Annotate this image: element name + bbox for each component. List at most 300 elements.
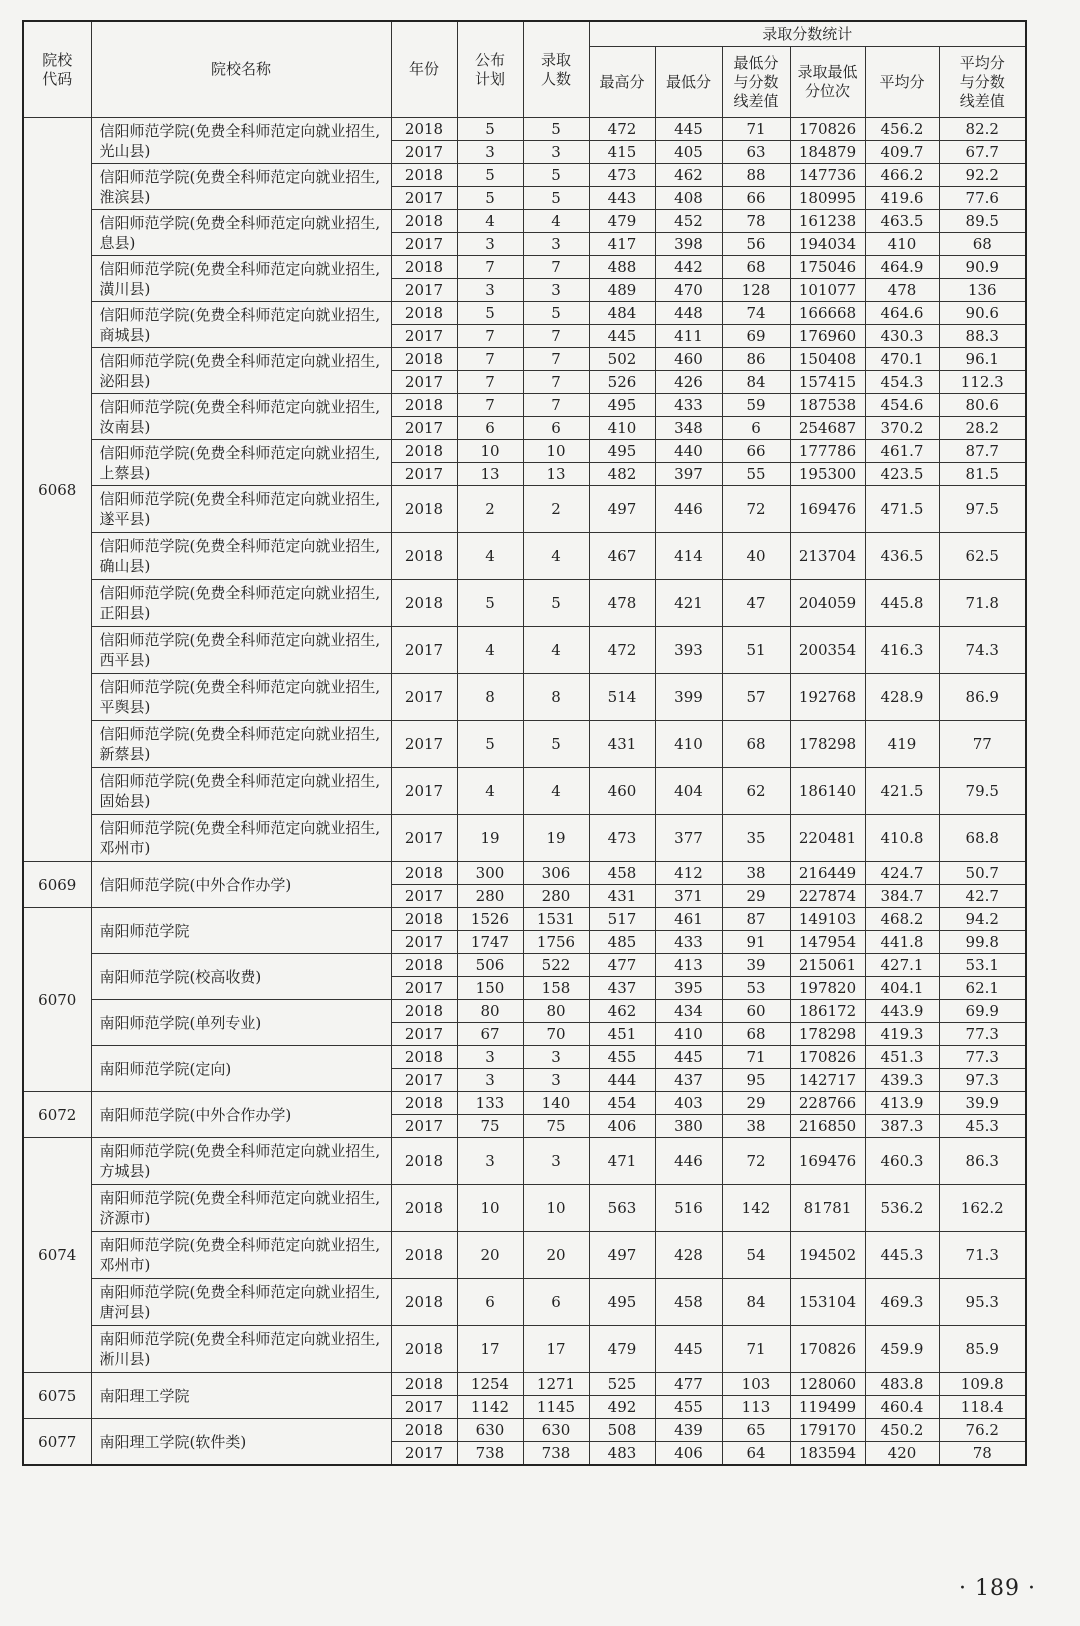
year-cell: 2017 [391,233,457,256]
lowest-diff-cell: 51 [722,627,790,674]
admitted-cell: 5 [523,580,589,627]
lowest-cell: 445 [655,118,722,141]
average-diff-cell: 82.2 [939,118,1026,141]
year-cell: 2017 [391,1023,457,1046]
lowest-cell: 380 [655,1115,722,1138]
year-cell: 2017 [391,1115,457,1138]
year-cell: 2017 [391,674,457,721]
average-cell: 456.2 [865,118,939,141]
table-row [23,1373,1026,1396]
admitted-cell: 5 [523,164,589,187]
plan-cell: 7 [457,325,523,348]
highest-cell: 514 [589,674,655,721]
plan-cell: 17 [457,1326,523,1373]
average-diff-cell: 77.3 [939,1046,1026,1069]
admitted-cell: 4 [523,210,589,233]
highest-cell: 497 [589,486,655,533]
table-row [23,256,1026,279]
admitted-cell: 7 [523,371,589,394]
school-name-cell: 信阳师范学院(免费全科师范定向就业招生,西平县) [91,627,391,674]
header-average-diff: 平均分 与分数 线差值 [939,47,1026,118]
plan-cell: 7 [457,256,523,279]
admitted-cell: 1531 [523,908,589,931]
highest-cell: 472 [589,627,655,674]
table-row [23,1138,1026,1185]
lowest-cell: 410 [655,1023,722,1046]
min-rank-cell: 194034 [790,233,865,256]
lowest-cell: 460 [655,348,722,371]
lowest-diff-cell: 91 [722,931,790,954]
highest-cell: 479 [589,1326,655,1373]
school-code-cell: 6075 [23,1373,91,1419]
plan-cell: 133 [457,1092,523,1115]
lowest-cell: 399 [655,674,722,721]
plan-cell: 506 [457,954,523,977]
table-row [23,815,1026,862]
highest-cell: 462 [589,1000,655,1023]
average-cell: 470.1 [865,348,939,371]
admitted-cell: 5 [523,118,589,141]
highest-cell: 502 [589,348,655,371]
plan-cell: 8 [457,674,523,721]
table-row [23,721,1026,768]
highest-cell: 483 [589,1442,655,1466]
admitted-cell: 7 [523,256,589,279]
plan-cell: 6 [457,417,523,440]
admitted-cell: 8 [523,674,589,721]
lowest-diff-cell: 55 [722,463,790,486]
highest-cell: 417 [589,233,655,256]
school-name-cell: 南阳师范学院(免费全科师范定向就业招生,淅川县) [91,1326,391,1373]
min-rank-cell: 170826 [790,1046,865,1069]
highest-cell: 525 [589,1373,655,1396]
year-cell: 2018 [391,1419,457,1442]
plan-cell: 300 [457,862,523,885]
average-cell: 463.5 [865,210,939,233]
lowest-cell: 446 [655,486,722,533]
average-cell: 387.3 [865,1115,939,1138]
admitted-cell: 306 [523,862,589,885]
admitted-cell: 4 [523,627,589,674]
highest-cell: 410 [589,417,655,440]
average-diff-cell: 109.8 [939,1373,1026,1396]
lowest-diff-cell: 74 [722,302,790,325]
school-name-cell: 信阳师范学院(免费全科师范定向就业招生,遂平县) [91,486,391,533]
year-cell: 2017 [391,627,457,674]
school-code-cell: 6077 [23,1419,91,1466]
min-rank-cell: 157415 [790,371,865,394]
highest-cell: 492 [589,1396,655,1419]
admitted-cell: 2 [523,486,589,533]
lowest-cell: 411 [655,325,722,348]
average-diff-cell: 77 [939,721,1026,768]
lowest-cell: 397 [655,463,722,486]
lowest-cell: 410 [655,721,722,768]
school-name-cell: 信阳师范学院(免费全科师范定向就业招生,固始县) [91,768,391,815]
table-row [23,1419,1026,1442]
admitted-cell: 3 [523,1138,589,1185]
admitted-cell: 4 [523,533,589,580]
year-cell: 2018 [391,1326,457,1373]
admitted-cell: 20 [523,1232,589,1279]
lowest-diff-cell: 59 [722,394,790,417]
lowest-cell: 403 [655,1092,722,1115]
plan-cell: 13 [457,463,523,486]
highest-cell: 460 [589,768,655,815]
table-body [23,118,1026,1466]
lowest-cell: 412 [655,862,722,885]
lowest-cell: 414 [655,533,722,580]
average-cell: 461.7 [865,440,939,463]
year-cell: 2017 [391,768,457,815]
table-row [23,954,1026,977]
average-diff-cell: 92.2 [939,164,1026,187]
highest-cell: 472 [589,118,655,141]
lowest-cell: 405 [655,141,722,164]
school-name-cell: 南阳师范学院(单列专业) [91,1000,391,1046]
school-name-cell: 南阳师范学院 [91,908,391,954]
lowest-cell: 404 [655,768,722,815]
lowest-diff-cell: 6 [722,417,790,440]
header-highest: 最高分 [589,47,655,118]
school-name-cell: 信阳师范学院(免费全科师范定向就业招生,潢川县) [91,256,391,302]
highest-cell: 437 [589,977,655,1000]
lowest-cell: 413 [655,954,722,977]
school-name-cell: 信阳师范学院(免费全科师范定向就业招生,淮滨县) [91,164,391,210]
admitted-cell: 80 [523,1000,589,1023]
plan-cell: 630 [457,1419,523,1442]
plan-cell: 4 [457,627,523,674]
admitted-cell: 75 [523,1115,589,1138]
school-name-cell: 南阳师范学院(中外合作办学) [91,1092,391,1138]
highest-cell: 431 [589,721,655,768]
year-cell: 2018 [391,862,457,885]
lowest-diff-cell: 84 [722,371,790,394]
highest-cell: 485 [589,931,655,954]
average-cell: 460.3 [865,1138,939,1185]
year-cell: 2018 [391,394,457,417]
admitted-cell: 6 [523,1279,589,1326]
header-lowest: 最低分 [655,47,722,118]
highest-cell: 467 [589,533,655,580]
average-cell: 410 [865,233,939,256]
school-name-cell: 信阳师范学院(免费全科师范定向就业招生,商城县) [91,302,391,348]
table-row [23,348,1026,371]
lowest-diff-cell: 88 [722,164,790,187]
min-rank-cell: 150408 [790,348,865,371]
highest-cell: 517 [589,908,655,931]
year-cell: 2017 [391,931,457,954]
lowest-cell: 445 [655,1326,722,1373]
table-row [23,1232,1026,1279]
average-diff-cell: 69.9 [939,1000,1026,1023]
average-cell: 436.5 [865,533,939,580]
highest-cell: 484 [589,302,655,325]
lowest-cell: 452 [655,210,722,233]
highest-cell: 454 [589,1092,655,1115]
average-diff-cell: 68 [939,233,1026,256]
highest-cell: 563 [589,1185,655,1232]
school-code-cell: 6070 [23,908,91,1092]
highest-cell: 479 [589,210,655,233]
average-diff-cell: 80.6 [939,394,1026,417]
year-cell: 2018 [391,486,457,533]
school-name-cell: 信阳师范学院(中外合作办学) [91,862,391,908]
school-name-cell: 南阳理工学院(软件类) [91,1419,391,1466]
average-diff-cell: 50.7 [939,862,1026,885]
lowest-cell: 446 [655,1138,722,1185]
average-cell: 439.3 [865,1069,939,1092]
admitted-cell: 1271 [523,1373,589,1396]
plan-cell: 7 [457,394,523,417]
lowest-diff-cell: 103 [722,1373,790,1396]
min-rank-cell: 81781 [790,1185,865,1232]
min-rank-cell: 186140 [790,768,865,815]
year-cell: 2017 [391,721,457,768]
school-name-cell: 南阳师范学院(免费全科师范定向就业招生,唐河县) [91,1279,391,1326]
admitted-cell: 3 [523,233,589,256]
min-rank-cell: 220481 [790,815,865,862]
year-cell: 2018 [391,908,457,931]
year-cell: 2017 [391,977,457,1000]
lowest-cell: 428 [655,1232,722,1279]
year-cell: 2018 [391,580,457,627]
min-rank-cell: 184879 [790,141,865,164]
year-cell: 2017 [391,325,457,348]
table-row [23,302,1026,325]
average-cell: 454.3 [865,371,939,394]
average-diff-cell: 90.6 [939,302,1026,325]
plan-cell: 3 [457,233,523,256]
year-cell: 2018 [391,118,457,141]
admitted-cell: 19 [523,815,589,862]
average-diff-cell: 87.7 [939,440,1026,463]
school-name-cell: 南阳师范学院(免费全科师范定向就业招生,方城县) [91,1138,391,1185]
year-cell: 2018 [391,954,457,977]
year-cell: 2017 [391,815,457,862]
table-row [23,627,1026,674]
lowest-diff-cell: 72 [722,486,790,533]
lowest-cell: 434 [655,1000,722,1023]
table-row [23,533,1026,580]
school-name-cell: 信阳师范学院(免费全科师范定向就业招生,上蔡县) [91,440,391,486]
min-rank-cell: 178298 [790,721,865,768]
table-row [23,580,1026,627]
average-diff-cell: 99.8 [939,931,1026,954]
average-cell: 464.9 [865,256,939,279]
lowest-diff-cell: 29 [722,1092,790,1115]
plan-cell: 6 [457,1279,523,1326]
min-rank-cell: 169476 [790,1138,865,1185]
lowest-diff-cell: 87 [722,908,790,931]
average-diff-cell: 118.4 [939,1396,1026,1419]
admitted-cell: 10 [523,1185,589,1232]
lowest-diff-cell: 38 [722,1115,790,1138]
lowest-diff-cell: 40 [722,533,790,580]
school-name-cell: 南阳师范学院(校高收费) [91,954,391,1000]
admitted-cell: 3 [523,279,589,302]
admitted-cell: 738 [523,1442,589,1466]
plan-cell: 3 [457,1046,523,1069]
lowest-cell: 426 [655,371,722,394]
plan-cell: 1254 [457,1373,523,1396]
highest-cell: 497 [589,1232,655,1279]
lowest-cell: 377 [655,815,722,862]
highest-cell: 495 [589,394,655,417]
lowest-diff-cell: 86 [722,348,790,371]
average-cell: 443.9 [865,1000,939,1023]
min-rank-cell: 204059 [790,580,865,627]
plan-cell: 3 [457,1069,523,1092]
average-cell: 428.9 [865,674,939,721]
admitted-cell: 6 [523,417,589,440]
lowest-diff-cell: 78 [722,210,790,233]
highest-cell: 495 [589,440,655,463]
min-rank-cell: 195300 [790,463,865,486]
average-diff-cell: 81.5 [939,463,1026,486]
lowest-diff-cell: 54 [722,1232,790,1279]
table-row [23,486,1026,533]
year-cell: 2018 [391,164,457,187]
highest-cell: 482 [589,463,655,486]
plan-cell: 67 [457,1023,523,1046]
min-rank-cell: 192768 [790,674,865,721]
year-cell: 2018 [391,1373,457,1396]
header-school-name: 院校名称 [91,21,391,118]
lowest-diff-cell: 56 [722,233,790,256]
lowest-cell: 408 [655,187,722,210]
min-rank-cell: 228766 [790,1092,865,1115]
min-rank-cell: 200354 [790,627,865,674]
average-cell: 410.8 [865,815,939,862]
average-diff-cell: 97.5 [939,486,1026,533]
plan-cell: 1526 [457,908,523,931]
admitted-cell: 1145 [523,1396,589,1419]
average-diff-cell: 76.2 [939,1419,1026,1442]
table-row [23,394,1026,417]
admitted-cell: 7 [523,325,589,348]
average-cell: 384.7 [865,885,939,908]
lowest-cell: 462 [655,164,722,187]
plan-cell: 5 [457,721,523,768]
min-rank-cell: 147954 [790,931,865,954]
year-cell: 2018 [391,1185,457,1232]
average-cell: 416.3 [865,627,939,674]
average-cell: 430.3 [865,325,939,348]
average-diff-cell: 28.2 [939,417,1026,440]
lowest-cell: 371 [655,885,722,908]
lowest-cell: 440 [655,440,722,463]
plan-cell: 10 [457,1185,523,1232]
min-rank-cell: 197820 [790,977,865,1000]
min-rank-cell: 149103 [790,908,865,931]
admitted-cell: 158 [523,977,589,1000]
min-rank-cell: 215061 [790,954,865,977]
highest-cell: 451 [589,1023,655,1046]
average-diff-cell: 86.3 [939,1138,1026,1185]
lowest-cell: 398 [655,233,722,256]
lowest-diff-cell: 29 [722,885,790,908]
year-cell: 2018 [391,348,457,371]
average-cell: 370.2 [865,417,939,440]
admitted-cell: 3 [523,141,589,164]
year-cell: 2017 [391,417,457,440]
admitted-cell: 7 [523,394,589,417]
min-rank-cell: 216449 [790,862,865,885]
admitted-cell: 5 [523,187,589,210]
average-cell: 450.2 [865,1419,939,1442]
table-row [23,768,1026,815]
plan-cell: 5 [457,302,523,325]
admitted-cell: 140 [523,1092,589,1115]
year-cell: 2017 [391,141,457,164]
lowest-diff-cell: 53 [722,977,790,1000]
school-name-cell: 信阳师范学院(免费全科师范定向就业招生,新蔡县) [91,721,391,768]
highest-cell: 458 [589,862,655,885]
average-diff-cell: 74.3 [939,627,1026,674]
average-cell: 469.3 [865,1279,939,1326]
plan-cell: 19 [457,815,523,862]
average-diff-cell: 89.5 [939,210,1026,233]
school-name-cell: 信阳师范学院(免费全科师范定向就业招生,确山县) [91,533,391,580]
average-diff-cell: 62.5 [939,533,1026,580]
lowest-diff-cell: 71 [722,118,790,141]
year-cell: 2018 [391,1000,457,1023]
table-row [23,118,1026,141]
highest-cell: 508 [589,1419,655,1442]
header-min-rank: 录取最低 分位次 [790,47,865,118]
admitted-cell: 70 [523,1023,589,1046]
lowest-diff-cell: 72 [722,1138,790,1185]
average-diff-cell: 62.1 [939,977,1026,1000]
average-diff-cell: 53.1 [939,954,1026,977]
lowest-cell: 516 [655,1185,722,1232]
year-cell: 2017 [391,463,457,486]
highest-cell: 489 [589,279,655,302]
plan-cell: 5 [457,118,523,141]
plan-cell: 1747 [457,931,523,954]
highest-cell: 471 [589,1138,655,1185]
header-year: 年份 [391,21,457,118]
average-diff-cell: 78 [939,1442,1026,1466]
table-row [23,210,1026,233]
lowest-cell: 442 [655,256,722,279]
lowest-cell: 477 [655,1373,722,1396]
average-cell: 419 [865,721,939,768]
highest-cell: 477 [589,954,655,977]
min-rank-cell: 254687 [790,417,865,440]
average-diff-cell: 85.9 [939,1326,1026,1373]
lowest-diff-cell: 64 [722,1442,790,1466]
header-average: 平均分 [865,47,939,118]
table-row [23,164,1026,187]
header-score-stats: 录取分数统计 [589,21,1026,47]
average-diff-cell: 86.9 [939,674,1026,721]
admitted-cell: 17 [523,1326,589,1373]
school-name-cell: 南阳师范学院(免费全科师范定向就业招生,邓州市) [91,1232,391,1279]
lowest-diff-cell: 38 [722,862,790,885]
page-number: · 189 · [959,1576,1036,1601]
admitted-cell: 280 [523,885,589,908]
school-code-cell: 6069 [23,862,91,908]
school-code-cell: 6074 [23,1138,91,1373]
min-rank-cell: 183594 [790,1442,865,1466]
lowest-diff-cell: 69 [722,325,790,348]
min-rank-cell: 180995 [790,187,865,210]
lowest-diff-cell: 62 [722,768,790,815]
min-rank-cell: 186172 [790,1000,865,1023]
average-cell: 471.5 [865,486,939,533]
